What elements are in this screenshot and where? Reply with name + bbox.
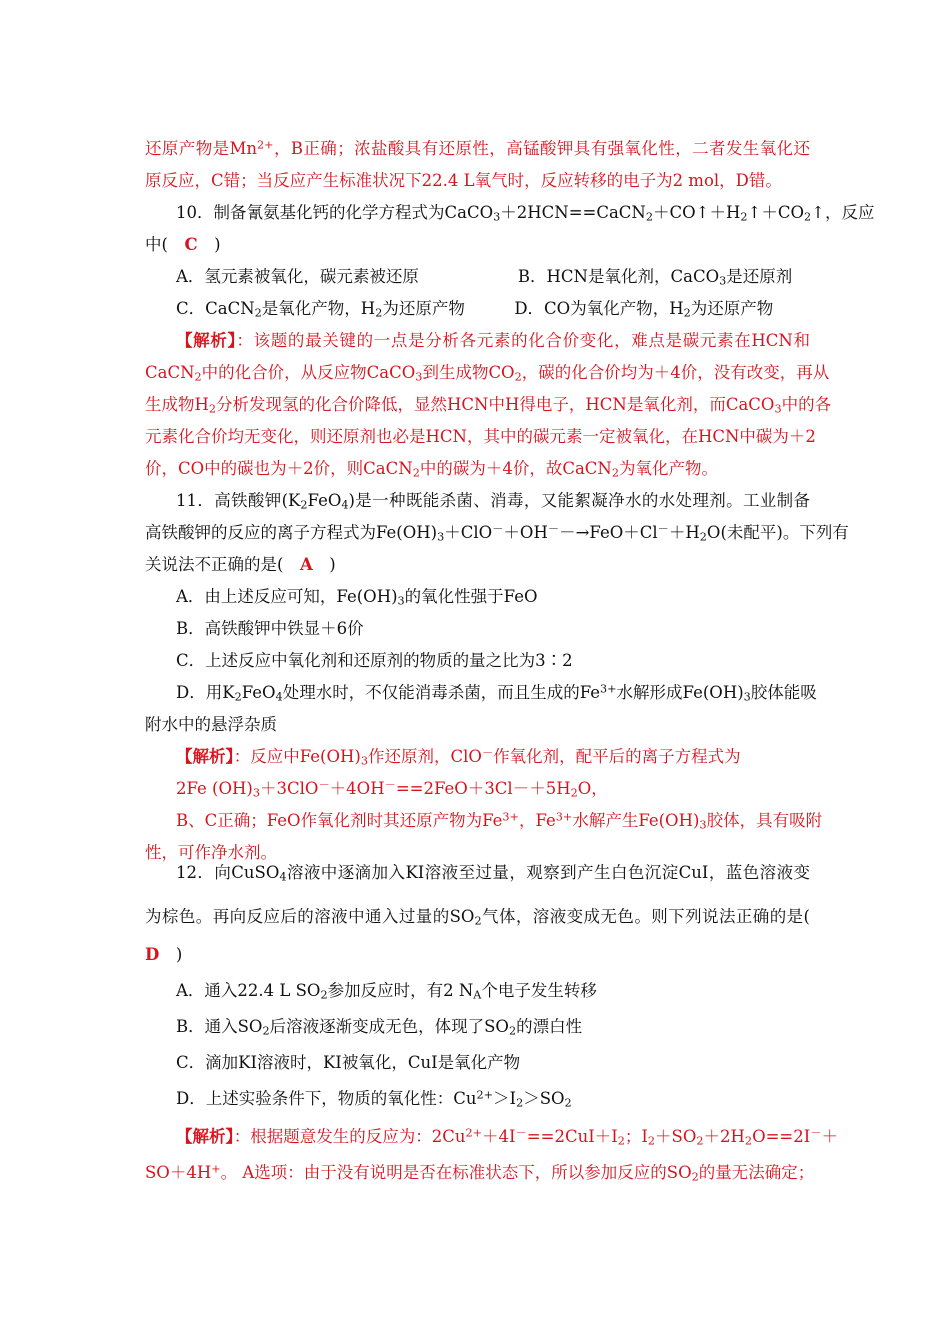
q10-opt-cd: C．CaCN$_2$是氧化产物，$H_2$为还原产物 D．CO为氧化产物，$H_2$为还原产物 bbox=[176, 299, 774, 320]
prev-2: 原反应，C错；当反应产生标准状况下22.4 L氧气时，反应转移的电子为2 mol，D错。 bbox=[145, 171, 782, 190]
q12-opt-d: D．上述实验条件下，物质的氧化性：$Cu^{2+}>I_2>SO_2$ bbox=[176, 1088, 572, 1110]
q11-opt-c: C．上述反应中氧化剂和还原剂的物质的量之比为3∶2 bbox=[176, 651, 573, 670]
prev-1: 还原产物是$Mn^{2+}$，B正确；浓盐酸具有还原性，高锰酸钾具有强氧化性，二者发生氧化还 bbox=[145, 138, 810, 158]
q11-exp-2: 2Fe $(OH)_3+3ClO^-+4OH^-==2FeO+3Cl-+5H_2O$， bbox=[176, 778, 608, 800]
q12-stem-3: D ) bbox=[145, 945, 183, 964]
q12-opt-a: A．通入22.4 L $SO_2$参加反应时，有2 $N_A$个电子发生转移 bbox=[176, 981, 597, 1002]
q10-exp-3: 生成物$H_2$分析发现氢的化合价降低，显然HCN中H得电子，HCN是氧化剂，而CaCO$_3$中的各 bbox=[145, 395, 832, 416]
q12-opt-b: B．通入$SO_2$后溶液逐渐变成无色，体现了$SO_2$的漂白性 bbox=[176, 1017, 583, 1038]
q11-exp-1: 【解析】：反应中$Fe(OH)_3$作还原剂，ClO－作氧化剂，配平后的离子方程式为 bbox=[176, 746, 741, 768]
q12-opt-c: C．滴加KI溶液时，KI被氧化，CuI是氧化产物 bbox=[176, 1053, 521, 1072]
q10-opt-ab: A．氢元素被氧化，碳元素被还原 B．HCN是氧化剂，CaCO$_3$是还原剂 bbox=[176, 267, 793, 288]
q11-opt-d-1: D．用$K_2FeO_4$处理水时，不仅能消毒杀菌，而且生成的$Fe^{3+}$水解形成$Fe(OH)_3$胶体能吸 bbox=[176, 682, 817, 704]
q12-exp-2: SO＋4H+。 A选项：由于没有说明是否在标准状态下，所以参加反应的$SO_2$的量无法确定； bbox=[145, 1162, 815, 1184]
q12-stem-1: 12．向CuSO$_4$溶液中逐滴加入KI溶液至过量，观察到产生白色沉淀CuI，蓝色溶液变 bbox=[176, 863, 810, 884]
q11-stem-1: 11．高铁酸钾$(K_2FeO_4)$是一种既能杀菌、消毒，又能絮凝净水的水处理剂。工业制备 bbox=[176, 491, 811, 512]
q11-stem-2: 高铁酸钾的反应的离子方程式为$Fe(OH)_3+ClO^-+OH^--\to FeO+Cl^-+H_2O$(未配平)。下列有 bbox=[145, 522, 849, 544]
q11-exp-4: 性，可作净水剂。 bbox=[145, 843, 277, 862]
q11-opt-d-2: 附水中的悬浮杂质 bbox=[145, 715, 277, 734]
q11-exp-3: B、C正确；FeO作氧化剂时其还原产物为$Fe^{3+}$，$Fe^{3+}$水解产生$Fe(OH)_3$胶体，具有吸附 bbox=[176, 810, 823, 832]
q10-exp-2: CaCN$_2$中的化合价，从反应物CaCO$_3$到生成物$CO_2$，碳的化合价均为＋4价，没有改变，再从 bbox=[145, 363, 830, 384]
q11-opt-b: B．高铁酸钾中铁显＋6价 bbox=[176, 619, 364, 638]
q10-exp-1: 【解析】：该题的最关键的一点是分析各元素的化合价变化，难点是碳元素在HCN和 bbox=[176, 331, 811, 350]
q10-exp-4: 元素化合价均无变化，则还原剂也必是HCN，其中的碳元素一定被氧化，在HCN中碳为＋2 bbox=[145, 427, 816, 446]
q11-opt-a: A．由上述反应可知，$Fe(OH)_3$的氧化性强于FeO bbox=[176, 587, 538, 608]
q12-exp-1: 【解析】：根据题意发生的反应为：$2Cu^{2+}+4I^-==2CuI+I_2$；$I_2+SO_2+2H_2O==2I^-+$ bbox=[176, 1126, 838, 1148]
q10-exp-5: 价，CO中的碳也为＋2价，则CaCN$_2$中的碳为＋4价，故CaCN$_2$为氧化产物。 bbox=[145, 459, 718, 480]
q10-stem-2: 中( C ) bbox=[145, 235, 221, 254]
q12-stem-2: 为棕色。再向反应后的溶液中通入过量的$SO_2$气体，溶液变成无色。则下列说法正确的是( bbox=[145, 907, 810, 928]
q10-stem-1: 10．制备氰氨基化钙的化学方程式为$CaCO_3+2HCN==CaCN_2+CO↑+H_2↑+CO_2↑$，反应 bbox=[176, 203, 875, 224]
q11-stem-3: 关说法不正确的是( A ) bbox=[145, 555, 336, 574]
